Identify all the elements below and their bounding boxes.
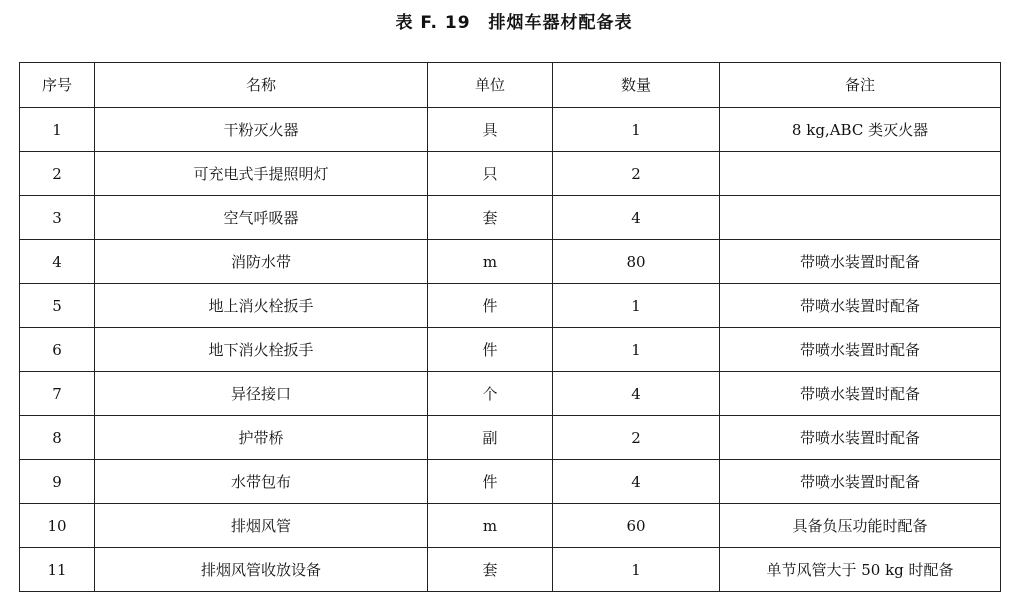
cell-index: 6 <box>20 328 95 372</box>
cell-remarks: 带喷水装置时配备 <box>720 240 1001 284</box>
cell-quantity: 80 <box>553 240 720 284</box>
cell-index: 5 <box>20 284 95 328</box>
equipment-table <box>19 62 1001 592</box>
table-row <box>20 152 1001 196</box>
cell-quantity: 4 <box>553 196 720 240</box>
cell-quantity: 60 <box>553 504 720 548</box>
cell-quantity: 2 <box>553 152 720 196</box>
cell-index: 11 <box>20 548 95 592</box>
cell-unit: 套 <box>428 196 553 240</box>
table-row <box>20 328 1001 372</box>
cell-quantity: 1 <box>553 548 720 592</box>
cell-unit: 件 <box>428 284 553 328</box>
cell-remarks: 带喷水装置时配备 <box>720 284 1001 328</box>
cell-quantity: 1 <box>553 328 720 372</box>
cell-quantity: 4 <box>553 372 720 416</box>
table-row <box>20 284 1001 328</box>
table-title: 表 F. 19 排烟车器材配备表 <box>395 13 633 33</box>
col-header-name: 名称 <box>95 63 428 108</box>
cell-name: 可充电式手提照明灯 <box>95 152 428 196</box>
cell-unit: 副 <box>428 416 553 460</box>
cell-remarks <box>720 152 1001 196</box>
cell-quantity: 4 <box>553 460 720 504</box>
cell-index: 2 <box>20 152 95 196</box>
table-row <box>20 372 1001 416</box>
cell-unit: 具 <box>428 108 553 152</box>
cell-remarks: 带喷水装置时配备 <box>720 416 1001 460</box>
cell-quantity: 1 <box>553 284 720 328</box>
cell-remarks: 带喷水装置时配备 <box>720 460 1001 504</box>
cell-index: 9 <box>20 460 95 504</box>
cell-remarks: 带喷水装置时配备 <box>720 372 1001 416</box>
cell-name: 消防水带 <box>95 240 428 284</box>
cell-unit: 件 <box>428 328 553 372</box>
cell-index: 7 <box>20 372 95 416</box>
cell-name: 干粉灭火器 <box>95 108 428 152</box>
col-header-remarks: 备注 <box>720 63 1001 108</box>
cell-unit: 只 <box>428 152 553 196</box>
table-row <box>20 240 1001 284</box>
cell-index: 1 <box>20 108 95 152</box>
col-header-quantity: 数量 <box>553 63 720 108</box>
col-header-unit: 单位 <box>428 63 553 108</box>
cell-unit: m <box>428 240 553 284</box>
header-row <box>20 63 1001 108</box>
cell-index: 10 <box>20 504 95 548</box>
cell-remarks: 具备负压功能时配备 <box>720 504 1001 548</box>
table-row <box>20 196 1001 240</box>
table-row <box>20 460 1001 504</box>
table-row <box>20 504 1001 548</box>
cell-remarks: 带喷水装置时配备 <box>720 328 1001 372</box>
cell-unit: 套 <box>428 548 553 592</box>
cell-quantity: 2 <box>553 416 720 460</box>
cell-remarks <box>720 196 1001 240</box>
cell-index: 4 <box>20 240 95 284</box>
cell-name: 水带包布 <box>95 460 428 504</box>
cell-index: 3 <box>20 196 95 240</box>
cell-quantity: 1 <box>553 108 720 152</box>
cell-name: 排烟风管 <box>95 504 428 548</box>
cell-name: 空气呼吸器 <box>95 196 428 240</box>
table-row <box>20 416 1001 460</box>
cell-unit: 件 <box>428 460 553 504</box>
cell-index: 8 <box>20 416 95 460</box>
cell-unit: m <box>428 504 553 548</box>
table-row <box>20 548 1001 592</box>
cell-name: 护带桥 <box>95 416 428 460</box>
cell-name: 地下消火栓扳手 <box>95 328 428 372</box>
cell-name: 异径接口 <box>95 372 428 416</box>
table-row <box>20 108 1001 152</box>
cell-name: 排烟风管收放设备 <box>95 548 428 592</box>
cell-unit: 个 <box>428 372 553 416</box>
cell-remarks: 单节风管大于 50 kg 时配备 <box>720 548 1001 592</box>
cell-name: 地上消火栓扳手 <box>95 284 428 328</box>
col-header-index: 序号 <box>20 63 95 108</box>
cell-remarks: 8 kg,ABC 类灭火器 <box>720 108 1001 152</box>
